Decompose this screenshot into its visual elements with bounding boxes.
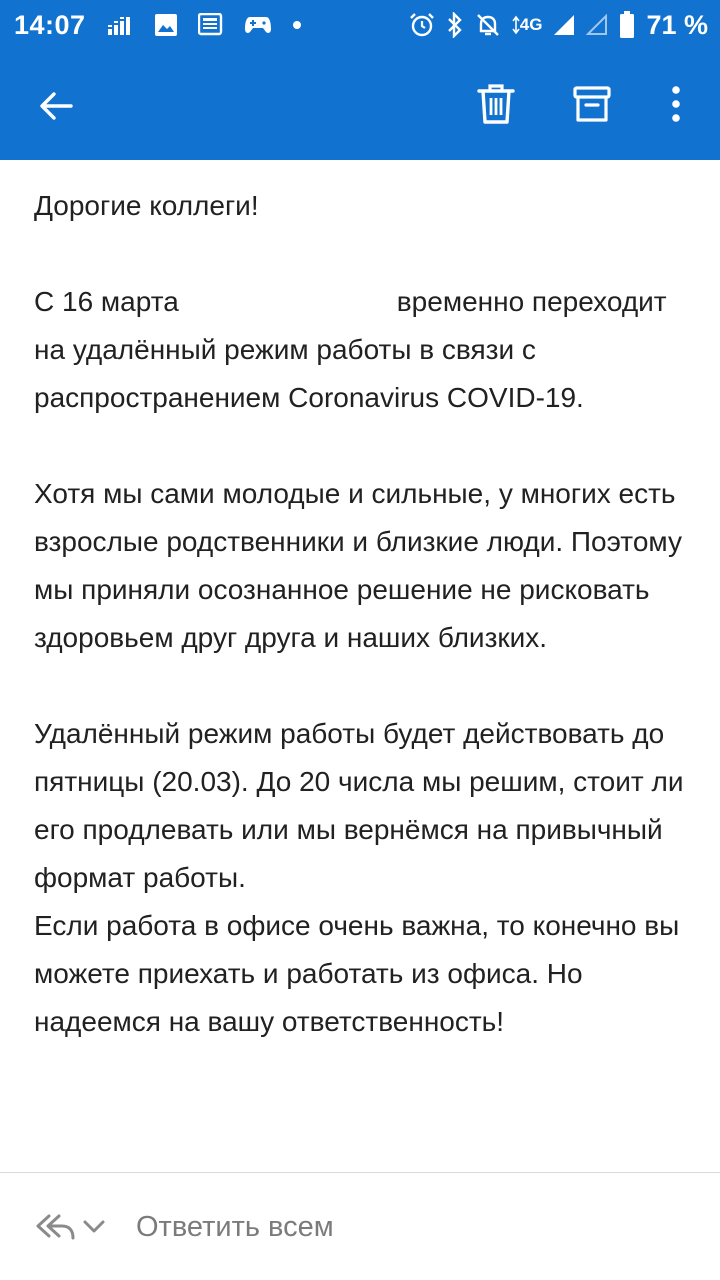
- battery-percent: 71 %: [646, 9, 708, 40]
- news-icon: [198, 11, 224, 39]
- chevron-down-icon: [82, 1219, 106, 1235]
- message-paragraph: Хотя мы сами молодые и сильные, у многих есть взрослые родственники и близкие люди. Поэтому мы приняли осознанное решение не рисковать здоровьем друг друга и наших близких.: [34, 478, 682, 653]
- archive-icon: [573, 85, 611, 123]
- more-vert-icon: [671, 86, 681, 122]
- message-text: С 16 марта: [34, 286, 179, 317]
- message-body: [34, 182, 684, 1046]
- delete-icon: [477, 83, 515, 125]
- network-4g-icon: [512, 11, 543, 39]
- game-controller-icon: [244, 11, 272, 39]
- archive-button[interactable]: [568, 80, 616, 128]
- message-greeting: Дорогие коллеги!: [34, 190, 259, 221]
- signal-icon: [553, 11, 575, 39]
- message-paragraph: Удалённый режим работы будет действовать до пятницы (20.03). До 20 числа мы решим, стоит ли его продлевать или мы вернёмся на привычный формат работы.: [34, 718, 684, 893]
- reply-all-icon: [36, 1212, 76, 1242]
- reply-options-button[interactable]: [36, 1209, 106, 1245]
- message-paragraph: [34, 278, 684, 422]
- status-notification-icons: [108, 11, 302, 39]
- battery-icon: [619, 11, 635, 39]
- message-text: переходит на удалённый режим работы в связи с распространением Coronavirus COVID-19.: [34, 286, 667, 413]
- delete-button[interactable]: [472, 80, 520, 128]
- message-text: временно: [396, 286, 525, 317]
- arrow-back-icon: [39, 91, 73, 121]
- signal-empty-icon: [586, 11, 608, 39]
- app-bar: [0, 50, 720, 160]
- equalizer-icon: [108, 11, 134, 39]
- alarm-icon: [409, 11, 435, 39]
- back-button[interactable]: [34, 84, 78, 128]
- more-options-button[interactable]: [654, 80, 698, 128]
- message-paragraph: Если работа в офисе очень важна, то конечно вы можете приехать и работать из офиса. Но надеемся на вашу ответственность!: [34, 910, 680, 1037]
- network-label: 4G: [519, 15, 543, 34]
- dot-icon: [292, 11, 302, 39]
- status-bar: [0, 0, 720, 50]
- redacted-text: [179, 289, 397, 319]
- notifications-off-icon: [475, 11, 501, 39]
- status-system-icons: [409, 10, 708, 41]
- bluetooth-icon: [446, 11, 464, 39]
- reply-all-button[interactable]: Ответить всем: [136, 1211, 334, 1243]
- image-icon: [154, 11, 178, 39]
- status-time: 14:07: [14, 9, 86, 40]
- reply-bar: [0, 1173, 720, 1280]
